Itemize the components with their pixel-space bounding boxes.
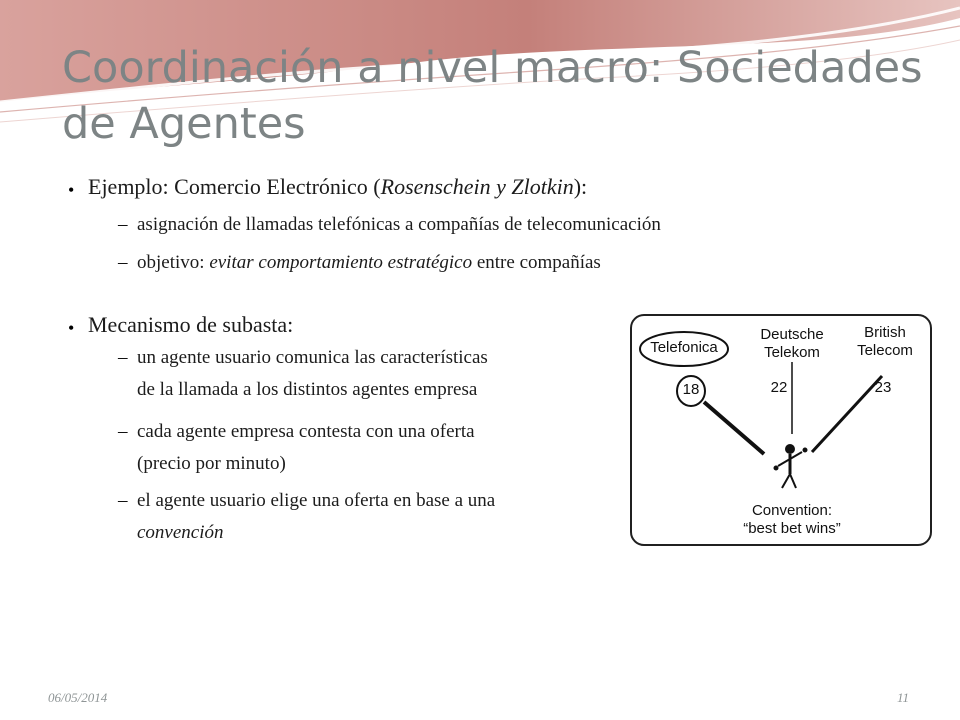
company-british-line1: British: [864, 324, 906, 341]
sub-usuario-line2: de la llamada a los distintos agentes empresa: [137, 379, 478, 400]
sub-empresa-line2: (precio por minuto): [137, 453, 286, 474]
company-deutsche-line2: Telekom: [764, 344, 820, 361]
bullet-marker: •: [68, 318, 75, 338]
sub-objetivo-end: entre compañías: [472, 252, 601, 273]
bid-british: 23: [874, 379, 892, 396]
user-agent-icon: [774, 445, 807, 489]
sub-elige-line1: el agente usuario elige una oferta en base a una: [137, 490, 496, 511]
footer-page-number: 11: [897, 690, 910, 705]
slide-title: Coordinación a nivel macro: Sociedades de Agentes: [62, 43, 923, 149]
bullet-ejemplo-close: ):: [573, 174, 588, 199]
sub-objetivo: [137, 252, 601, 274]
sub-empresa-line1: cada agente empresa contesta con una oferta: [137, 421, 475, 442]
dash-marker: –: [118, 214, 128, 235]
bullet-ejemplo: [88, 174, 587, 200]
bullet-mecanismo: Mecanismo de subasta:: [88, 312, 294, 337]
line-telefonica: [704, 402, 764, 454]
convention-label: Convention:: [751, 502, 833, 519]
sub-elige-italic: convención: [137, 522, 224, 543]
company-deutsche-line1: Deutsche: [760, 326, 824, 343]
bid-telefonica: 18: [682, 381, 700, 398]
dash-marker: –: [118, 252, 128, 273]
convention-rule: “best bet wins”: [743, 520, 841, 537]
company-telefonica: Telefonica: [650, 339, 718, 356]
bullet-ejemplo-text: Ejemplo: Comercio Electrónico (: [88, 174, 381, 199]
bid-deutsche: 22: [770, 379, 788, 396]
dash-marker: –: [118, 421, 128, 442]
sub-objetivo-italic: evitar comportamiento estratégico: [209, 252, 473, 273]
bullet-marker: •: [68, 180, 75, 200]
auction-figure: [630, 314, 932, 546]
company-british-line2: Telecom: [857, 342, 913, 359]
footer-date: 06/05/2014: [48, 690, 108, 705]
bullet-ejemplo-authors: Rosenschein y Zlotkin: [380, 174, 574, 199]
sub-elige-line2: [137, 522, 224, 544]
sub-objetivo-text: objetivo:: [137, 252, 210, 273]
sub-asignacion: asignación de llamadas telefónicas a compañías de telecomunicación: [137, 214, 661, 235]
sub-usuario-line1: un agente usuario comunica las características: [137, 347, 488, 368]
dash-marker: –: [118, 490, 128, 511]
dash-marker: –: [118, 347, 128, 368]
